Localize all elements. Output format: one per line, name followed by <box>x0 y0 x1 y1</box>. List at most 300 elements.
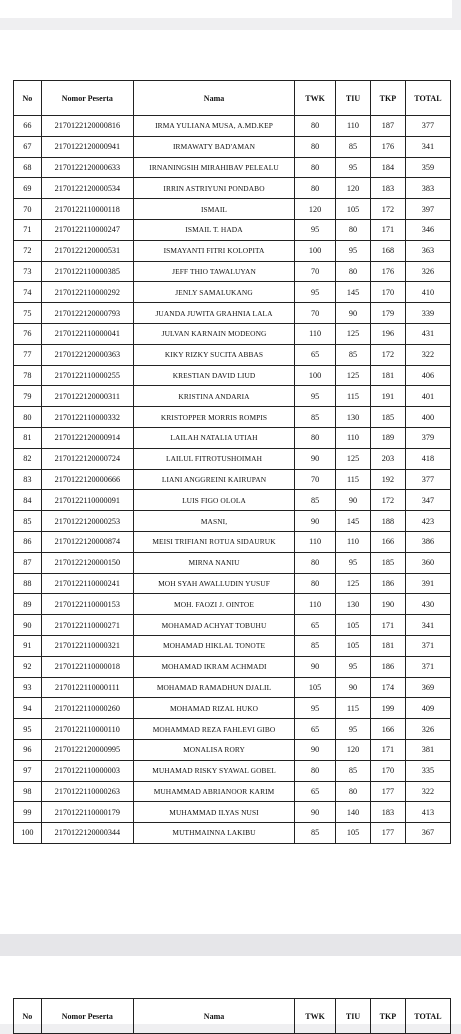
cell-no: 85 <box>14 511 42 532</box>
cell-twk: 80 <box>295 427 336 448</box>
cell-tkp: 176 <box>370 136 405 157</box>
cell-no: 79 <box>14 386 42 407</box>
header-total: TOTAL <box>405 999 450 1034</box>
table-row <box>14 448 451 469</box>
cell-tkp: 188 <box>370 511 405 532</box>
cell-nama: MOH. FAOZI J. OINTOE <box>134 594 295 615</box>
cell-tiu: 120 <box>336 178 371 199</box>
cell-nama: JEFF THIO TAWALUYAN <box>134 261 295 282</box>
header-tiu: TIU <box>336 81 371 116</box>
table-row <box>14 303 451 324</box>
cell-total: 377 <box>405 469 450 490</box>
header-twk: TWK <box>295 81 336 116</box>
cell-nomor-peserta: 2170122110000111 <box>41 677 133 698</box>
table-header-row <box>14 999 451 1034</box>
cell-nama: MOH SYAH AWALLUDIN YUSUF <box>134 573 295 594</box>
cell-no: 80 <box>14 407 42 428</box>
cell-tkp: 171 <box>370 615 405 636</box>
cell-tkp: 187 <box>370 116 405 137</box>
cell-nama: MIRNA NANIU <box>134 552 295 573</box>
cell-nama: MONALISA RORY <box>134 739 295 760</box>
table-row <box>14 157 451 178</box>
cell-nama: JUANDA JUWITA GRAHNIA LALA <box>134 303 295 324</box>
cell-nomor-peserta: 2170122110000091 <box>41 490 133 511</box>
cell-total: 377 <box>405 116 450 137</box>
cell-total: 322 <box>405 781 450 802</box>
cell-total: 341 <box>405 615 450 636</box>
table-row <box>14 760 451 781</box>
cell-twk: 85 <box>295 407 336 428</box>
cell-nomor-peserta: 2170122110000385 <box>41 261 133 282</box>
cell-nomor-peserta: 2170122120000253 <box>41 511 133 532</box>
cell-no: 100 <box>14 823 42 844</box>
table-row <box>14 635 451 656</box>
table-row <box>14 656 451 677</box>
cell-tiu: 110 <box>336 116 371 137</box>
cell-twk: 65 <box>295 615 336 636</box>
cell-tkp: 185 <box>370 552 405 573</box>
header-nama: Nama <box>134 999 295 1034</box>
cell-nama: IRMA YULIANA MUSA, A.MD.KEP <box>134 116 295 137</box>
cell-tkp: 183 <box>370 178 405 199</box>
cell-total: 410 <box>405 282 450 303</box>
cell-no: 91 <box>14 635 42 656</box>
cell-no: 71 <box>14 219 42 240</box>
cell-nomor-peserta: 2170122120000534 <box>41 178 133 199</box>
cell-nomor-peserta: 2170122120000344 <box>41 823 133 844</box>
table-row <box>14 781 451 802</box>
cell-nama: KIKY RIZKY SUCITA ABBAS <box>134 344 295 365</box>
cell-twk: 85 <box>295 490 336 511</box>
table-row <box>14 116 451 137</box>
cell-no: 95 <box>14 719 42 740</box>
table-row <box>14 531 451 552</box>
cell-total: 341 <box>405 136 450 157</box>
cell-tkp: 177 <box>370 823 405 844</box>
cell-twk: 85 <box>295 635 336 656</box>
cell-twk: 80 <box>295 178 336 199</box>
cell-twk: 70 <box>295 261 336 282</box>
cell-nomor-peserta: 2170122120000724 <box>41 448 133 469</box>
cell-tiu: 85 <box>336 760 371 781</box>
cell-nama: KRISTINA ANDARIA <box>134 386 295 407</box>
cell-nama: LAILUL FITROTUSHOIMAH <box>134 448 295 469</box>
cell-total: 369 <box>405 677 450 698</box>
table-row <box>14 240 451 261</box>
cell-total: 406 <box>405 365 450 386</box>
cell-nomor-peserta: 2170122120000666 <box>41 469 133 490</box>
cell-nama: MASNI, <box>134 511 295 532</box>
cell-total: 326 <box>405 261 450 282</box>
header-twk: TWK <box>295 999 336 1034</box>
cell-tiu: 95 <box>336 157 371 178</box>
cell-total: 383 <box>405 178 450 199</box>
cell-tiu: 125 <box>336 448 371 469</box>
cell-tiu: 90 <box>336 490 371 511</box>
table-row <box>14 282 451 303</box>
cell-tkp: 184 <box>370 157 405 178</box>
cell-nomor-peserta: 2170122120000633 <box>41 157 133 178</box>
cell-nomor-peserta: 2170122110000321 <box>41 635 133 656</box>
cell-nomor-peserta: 2170122120000874 <box>41 531 133 552</box>
cell-nama: MEISI TRIFIANI ROTUA SIDAURUK <box>134 531 295 552</box>
cell-tkp: 166 <box>370 719 405 740</box>
cell-twk: 90 <box>295 448 336 469</box>
cell-nomor-peserta: 2170122110000003 <box>41 760 133 781</box>
table-row <box>14 469 451 490</box>
cell-no: 78 <box>14 365 42 386</box>
cell-no: 90 <box>14 615 42 636</box>
cell-tkp: 176 <box>370 261 405 282</box>
cell-twk: 100 <box>295 240 336 261</box>
cell-tiu: 95 <box>336 240 371 261</box>
cell-nomor-peserta: 2170122110000292 <box>41 282 133 303</box>
cell-twk: 100 <box>295 365 336 386</box>
cell-nomor-peserta: 2170122110000260 <box>41 698 133 719</box>
cell-no: 93 <box>14 677 42 698</box>
table-row <box>14 365 451 386</box>
cell-tiu: 95 <box>336 552 371 573</box>
cell-no: 73 <box>14 261 42 282</box>
cell-tkp: 171 <box>370 739 405 760</box>
cell-tkp: 170 <box>370 760 405 781</box>
cell-nama: IRRIN ASTRIYUNI PONDABO <box>134 178 295 199</box>
cell-tkp: 166 <box>370 531 405 552</box>
cell-tkp: 171 <box>370 219 405 240</box>
cell-tkp: 181 <box>370 635 405 656</box>
cell-nomor-peserta: 2170122120000531 <box>41 240 133 261</box>
cell-nama: IRMAWATY BAD'AMAN <box>134 136 295 157</box>
cell-total: 371 <box>405 635 450 656</box>
cell-nomor-peserta: 2170122110000179 <box>41 802 133 823</box>
cell-twk: 85 <box>295 823 336 844</box>
table-row <box>14 698 451 719</box>
cell-nomor-peserta: 2170122120000150 <box>41 552 133 573</box>
cell-total: 431 <box>405 323 450 344</box>
cell-twk: 110 <box>295 323 336 344</box>
cell-twk: 70 <box>295 469 336 490</box>
table-row <box>14 261 451 282</box>
cell-nama: MOHAMAD ACHYAT TOBUHU <box>134 615 295 636</box>
table-row <box>14 573 451 594</box>
cell-nomor-peserta: 2170122110000263 <box>41 781 133 802</box>
cell-no: 84 <box>14 490 42 511</box>
cell-tkp: 183 <box>370 802 405 823</box>
cell-twk: 105 <box>295 677 336 698</box>
cell-tiu: 80 <box>336 781 371 802</box>
cell-total: 386 <box>405 531 450 552</box>
cell-nama: KRISTOPPER MORRIS ROMPIS <box>134 407 295 428</box>
cell-tiu: 85 <box>336 136 371 157</box>
cell-nomor-peserta: 2170122110000153 <box>41 594 133 615</box>
cell-tiu: 90 <box>336 303 371 324</box>
cell-twk: 80 <box>295 573 336 594</box>
cell-tkp: 199 <box>370 698 405 719</box>
cell-twk: 80 <box>295 116 336 137</box>
table-body <box>14 116 451 844</box>
cell-tiu: 115 <box>336 698 371 719</box>
cell-nomor-peserta: 2170122110000255 <box>41 365 133 386</box>
cell-no: 99 <box>14 802 42 823</box>
cell-no: 82 <box>14 448 42 469</box>
cell-tiu: 125 <box>336 323 371 344</box>
cell-nama: MOHAMAD RIZAL HUKO <box>134 698 295 719</box>
cell-tiu: 95 <box>336 719 371 740</box>
cell-no: 97 <box>14 760 42 781</box>
cell-total: 397 <box>405 199 450 220</box>
table-row <box>14 178 451 199</box>
cell-no: 77 <box>14 344 42 365</box>
cell-tiu: 105 <box>336 199 371 220</box>
cell-twk: 80 <box>295 552 336 573</box>
cell-no: 98 <box>14 781 42 802</box>
cell-nomor-peserta: 2170122110000110 <box>41 719 133 740</box>
cell-total: 360 <box>405 552 450 573</box>
cell-tiu: 95 <box>336 656 371 677</box>
cell-total: 326 <box>405 719 450 740</box>
cell-nama: IRNANINGSIH MIRAHIBAV PELEALU <box>134 157 295 178</box>
cell-tkp: 185 <box>370 407 405 428</box>
cell-tkp: 179 <box>370 303 405 324</box>
previous-page-edge <box>0 0 452 18</box>
cell-nomor-peserta: 2170122110000271 <box>41 615 133 636</box>
cell-total: 371 <box>405 656 450 677</box>
cell-nomor-peserta: 2170122120000363 <box>41 344 133 365</box>
cell-no: 89 <box>14 594 42 615</box>
header-tiu: TIU <box>336 999 371 1034</box>
cell-total: 335 <box>405 760 450 781</box>
cell-twk: 65 <box>295 719 336 740</box>
cell-nomor-peserta: 2170122110000041 <box>41 323 133 344</box>
cell-nomor-peserta: 2170122110000247 <box>41 219 133 240</box>
cell-nomor-peserta: 2170122110000332 <box>41 407 133 428</box>
cell-nomor-peserta: 2170122120000914 <box>41 427 133 448</box>
cell-tiu: 140 <box>336 802 371 823</box>
cell-twk: 110 <box>295 531 336 552</box>
cell-total: 430 <box>405 594 450 615</box>
cell-total: 339 <box>405 303 450 324</box>
cell-nama: MUTHMAINNA LAKIBU <box>134 823 295 844</box>
cell-nama: MUHAMMAD ILYAS NUSI <box>134 802 295 823</box>
cell-no: 86 <box>14 531 42 552</box>
cell-nomor-peserta: 2170122120000311 <box>41 386 133 407</box>
cell-total: 381 <box>405 739 450 760</box>
cell-tiu: 130 <box>336 594 371 615</box>
cell-nama: MOHAMAD IKRAM ACHMADI <box>134 656 295 677</box>
cell-no: 74 <box>14 282 42 303</box>
cell-nomor-peserta: 2170122120000816 <box>41 116 133 137</box>
score-table-continued <box>13 998 451 1034</box>
top-strip <box>0 0 461 28</box>
cell-twk: 120 <box>295 199 336 220</box>
cell-tiu: 85 <box>336 344 371 365</box>
cell-tkp: 172 <box>370 199 405 220</box>
document-page-2 <box>0 956 461 1024</box>
cell-tiu: 115 <box>336 469 371 490</box>
cell-tkp: 191 <box>370 386 405 407</box>
cell-no: 70 <box>14 199 42 220</box>
cell-no: 69 <box>14 178 42 199</box>
cell-total: 409 <box>405 698 450 719</box>
cell-total: 400 <box>405 407 450 428</box>
cell-total: 359 <box>405 157 450 178</box>
cell-nama: MOHAMMAD REZA FAHLEVI GIBO <box>134 719 295 740</box>
cell-tiu: 80 <box>336 219 371 240</box>
cell-tiu: 105 <box>336 615 371 636</box>
cell-twk: 95 <box>295 282 336 303</box>
cell-nama: LIANI ANGGREINI KAIRUPAN <box>134 469 295 490</box>
cell-tkp: 170 <box>370 282 405 303</box>
table-row <box>14 427 451 448</box>
score-table <box>13 80 451 844</box>
cell-twk: 90 <box>295 802 336 823</box>
cell-tiu: 110 <box>336 427 371 448</box>
cell-no: 88 <box>14 573 42 594</box>
cell-no: 72 <box>14 240 42 261</box>
cell-tiu: 125 <box>336 573 371 594</box>
cell-no: 76 <box>14 323 42 344</box>
cell-total: 413 <box>405 802 450 823</box>
cell-no: 81 <box>14 427 42 448</box>
table-row <box>14 552 451 573</box>
header-tkp: TKP <box>370 81 405 116</box>
table-row <box>14 407 451 428</box>
cell-tiu: 115 <box>336 386 371 407</box>
cell-nama: ISMAIL T. HADA <box>134 219 295 240</box>
cell-total: 391 <box>405 573 450 594</box>
cell-total: 401 <box>405 386 450 407</box>
cell-tkp: 172 <box>370 490 405 511</box>
table-row <box>14 490 451 511</box>
cell-tiu: 130 <box>336 407 371 428</box>
cell-twk: 90 <box>295 739 336 760</box>
cell-total: 418 <box>405 448 450 469</box>
cell-tiu: 145 <box>336 282 371 303</box>
cell-twk: 65 <box>295 344 336 365</box>
cell-nomor-peserta: 2170122120000941 <box>41 136 133 157</box>
table-row <box>14 802 451 823</box>
cell-total: 347 <box>405 490 450 511</box>
cell-tiu: 105 <box>336 635 371 656</box>
cell-nama: MOHAMAD HIKLAL TONOTE <box>134 635 295 656</box>
cell-tkp: 172 <box>370 344 405 365</box>
cell-nama: MUHAMAD RISKY SYAWAL GOBEL <box>134 760 295 781</box>
cell-no: 75 <box>14 303 42 324</box>
cell-tkp: 192 <box>370 469 405 490</box>
cell-twk: 95 <box>295 698 336 719</box>
table-row <box>14 344 451 365</box>
cell-twk: 80 <box>295 157 336 178</box>
header-no: No <box>14 999 42 1034</box>
cell-no: 66 <box>14 116 42 137</box>
table-row <box>14 739 451 760</box>
cell-nama: MUHAMMAD ABRIANOOR KARIM <box>134 781 295 802</box>
table-row <box>14 594 451 615</box>
cell-nomor-peserta: 2170122110000018 <box>41 656 133 677</box>
header-nomor-peserta: Nomor Peserta <box>41 81 133 116</box>
page-gap <box>0 934 461 956</box>
table-row <box>14 823 451 844</box>
cell-total: 363 <box>405 240 450 261</box>
header-nomor-peserta: Nomor Peserta <box>41 999 133 1034</box>
cell-tiu: 110 <box>336 531 371 552</box>
cell-tiu: 125 <box>336 365 371 386</box>
cell-tkp: 177 <box>370 781 405 802</box>
header-total: TOTAL <box>405 81 450 116</box>
table-row <box>14 677 451 698</box>
cell-tkp: 168 <box>370 240 405 261</box>
table-header-row <box>14 81 451 116</box>
cell-no: 92 <box>14 656 42 677</box>
cell-nama: JULVAN KARNAIN MODEONG <box>134 323 295 344</box>
cell-twk: 90 <box>295 656 336 677</box>
header-tkp: TKP <box>370 999 405 1034</box>
cell-no: 67 <box>14 136 42 157</box>
cell-tkp: 190 <box>370 594 405 615</box>
cell-tiu: 145 <box>336 511 371 532</box>
cell-total: 379 <box>405 427 450 448</box>
cell-tiu: 120 <box>336 739 371 760</box>
cell-nama: KRESTIAN DAVID LIUD <box>134 365 295 386</box>
cell-tkp: 196 <box>370 323 405 344</box>
cell-no: 96 <box>14 739 42 760</box>
cell-nama: JENLY SAMALUKANG <box>134 282 295 303</box>
cell-tiu: 105 <box>336 823 371 844</box>
table-row <box>14 136 451 157</box>
cell-nama: MOHAMAD RAMADHUN DJALIL <box>134 677 295 698</box>
table-row <box>14 219 451 240</box>
cell-twk: 110 <box>295 594 336 615</box>
cell-tiu: 80 <box>336 261 371 282</box>
cell-twk: 95 <box>295 219 336 240</box>
table-row <box>14 323 451 344</box>
cell-tkp: 186 <box>370 656 405 677</box>
cell-nama: LAILAH NATALIA UTIAH <box>134 427 295 448</box>
cell-nomor-peserta: 2170122110000241 <box>41 573 133 594</box>
cell-nama: ISMAYANTI FITRI KOLOPITA <box>134 240 295 261</box>
table-row <box>14 719 451 740</box>
cell-tiu: 90 <box>336 677 371 698</box>
cell-tkp: 203 <box>370 448 405 469</box>
header-no: No <box>14 81 42 116</box>
cell-total: 367 <box>405 823 450 844</box>
cell-tkp: 189 <box>370 427 405 448</box>
cell-twk: 70 <box>295 303 336 324</box>
cell-tkp: 186 <box>370 573 405 594</box>
header-nama: Nama <box>134 81 295 116</box>
cell-total: 322 <box>405 344 450 365</box>
cell-nama: LUIS FIGO OLOLA <box>134 490 295 511</box>
cell-no: 94 <box>14 698 42 719</box>
document-page-1 <box>0 30 461 934</box>
table-row <box>14 386 451 407</box>
cell-nama: ISMAIL <box>134 199 295 220</box>
cell-tkp: 181 <box>370 365 405 386</box>
table-row <box>14 615 451 636</box>
cell-nomor-peserta: 2170122110000118 <box>41 199 133 220</box>
cell-no: 83 <box>14 469 42 490</box>
table-row <box>14 199 451 220</box>
cell-total: 346 <box>405 219 450 240</box>
cell-twk: 80 <box>295 136 336 157</box>
cell-no: 68 <box>14 157 42 178</box>
cell-nomor-peserta: 2170122120000793 <box>41 303 133 324</box>
cell-tkp: 174 <box>370 677 405 698</box>
cell-total: 423 <box>405 511 450 532</box>
cell-twk: 80 <box>295 760 336 781</box>
cell-twk: 65 <box>295 781 336 802</box>
cell-twk: 90 <box>295 511 336 532</box>
